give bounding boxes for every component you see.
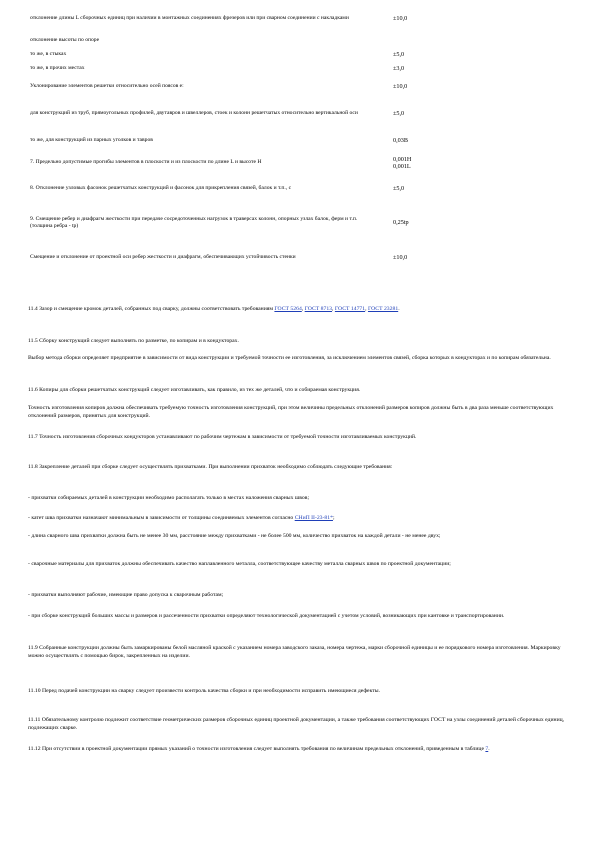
separator: , bbox=[301, 306, 305, 312]
table-row bbox=[28, 48, 568, 62]
bullet-item bbox=[28, 515, 568, 523]
table-cell-label: то же, в прочих местах bbox=[30, 65, 85, 72]
table-row bbox=[28, 62, 568, 76]
table-7-link[interactable]: 7 bbox=[485, 746, 489, 752]
table-row bbox=[28, 242, 568, 274]
gost-23281-link[interactable]: ГОСТ 23281 bbox=[367, 306, 399, 312]
paragraph-11-6b: Точность изготовления копиров должна обеспечивать требуемую точность изготовления конструкций, при этом величины предельных отклонений размеров копиров должны быть в два раза меньше соответствующих отклонений размеров, принятых для конструкций. bbox=[28, 405, 554, 419]
table-cell-label: отклонение длины L сборочных единиц при наличии в монтажных соединениях фрезеров или при сварном соединении с накладками bbox=[30, 15, 349, 22]
table-row bbox=[28, 76, 568, 98]
bullet-item: - длина сварного шва прихватки должна быть не менее 30 мм, расстояние между прихватками - не более 500 мм, количество прихваток на каждой детали - не менее двух; bbox=[28, 533, 441, 539]
table-cell-label: то же, для конструкций из парных уголков и тавров bbox=[30, 137, 153, 144]
paragraph-11-6: 11.6 Копиры для сборки решетчатых конструкций следует изготавливать, как правило, из тех же деталей, что и собираемая конструкция. bbox=[28, 387, 361, 393]
table-cell-label: Смещение и отклонение от проектной оси ребер жесткости и диафрагм, обеспечивающих устойчивость стенки bbox=[30, 254, 296, 261]
table-cell-label: 9. Смещение ребер и диафрагм жесткости при передаче сосредоточенных нагрузок в траверсах колонн, опорных узлах балок, ферм и т.п. (толщина ребра - tр) bbox=[30, 215, 358, 229]
paragraph-11-9: 11.9 Собранные конструкции должны быть замаркированы белой масляной краской с указанием номера заводского заказа, номера чертежа, марки сборочной единицы и ее порядкового номера изготовления. Маркировку можно осуществлять с помощью бирок, закрепленных на изделии. bbox=[28, 645, 561, 659]
snip-link[interactable]: СНиП II-23-81* bbox=[294, 515, 333, 521]
paragraph-end: . bbox=[488, 746, 490, 752]
paragraph-11-5b: Выбор метода сборки определяет предприятие в зависимости от вида конструкции и требуемой точности ее изготовления, за исключением элементов связей, сборка которых в кондукторах и по копирам обязательна. bbox=[28, 355, 551, 361]
separator: , bbox=[365, 306, 368, 312]
bullet-item: - прихватки выполняют рабочие, имеющие право допуска к сварочным работам; bbox=[28, 592, 224, 598]
bullet-text: - катет шва прихватки назначают минимальным в зависимости от толщины соединяемых элементов согласно bbox=[28, 515, 295, 521]
table-row bbox=[28, 130, 568, 152]
table-cell-value: ±5,0 bbox=[393, 110, 405, 118]
gost-8713-link[interactable]: ГОСТ 8713 bbox=[304, 306, 333, 312]
table-cell-value: ±5,0 bbox=[393, 51, 405, 59]
paragraph-11-12 bbox=[28, 746, 568, 754]
table-row bbox=[28, 204, 568, 242]
paragraph-text: 11.4 Зазор и смещение кромок деталей, собранных под сварку, должны соответствовать требованиям bbox=[28, 306, 275, 312]
table-cell-value: ±10,0 bbox=[393, 254, 408, 262]
table-cell-label: Уклонирование элементов решетки относительно осей поясов е: bbox=[30, 83, 184, 90]
table-row bbox=[28, 4, 568, 34]
paragraph-11-10: 11.10 Перед подачей конструкции на сварку следует произвести контроль качества сборки и при необходимости исправить имеющиеся дефекты. bbox=[28, 688, 380, 694]
table-cell-value: ±10,0 bbox=[393, 15, 408, 23]
table-cell-value: ±3,0 bbox=[393, 65, 405, 73]
paragraph-11-11: 11.11 Обязательному контролю подлежит соответствие геометрических размеров сборочных единиц проектной документации, а также требования соответствующих ГОСТ на узлы соединений деталей сборочных единиц, подлежащих сварке. bbox=[28, 717, 565, 731]
gost-5264-link[interactable]: ГОСТ 5264 bbox=[274, 306, 302, 312]
paragraph-11-7: 11.7 Точность изготовления сборочных кондукторов устанавливают по рабочим чертежам в зависимости от требуемой точности изготавливаемых конструкций. bbox=[28, 434, 417, 440]
paragraph-11-4 bbox=[28, 306, 568, 314]
paragraph-text: 11.12 При отсутствии в проектной документации прямых указаний о точности изготовления следует выполнять требования по величинам предельных отклонений, приведенным в таблице bbox=[28, 746, 486, 752]
table-cell-label: 7. Предельно допустимые прогибы элементов в плоскости и из плоскости по длине L и высоте H bbox=[30, 159, 262, 166]
table-cell-value: ±10,0 bbox=[393, 83, 408, 91]
table-cell-label: 8. Отклонение узловых фасонок решетчатых конструкций и фасонок для прикрепления связей, балок и т.п., c bbox=[30, 185, 292, 192]
tolerances-table bbox=[28, 4, 568, 274]
paragraph-11-5: 11.5 Сборку конструкций следует выполнять по разметке, по копирам и в кондукторах. bbox=[28, 338, 239, 344]
table-row bbox=[28, 174, 568, 204]
separator: , bbox=[332, 306, 335, 312]
table-cell-value bbox=[373, 40, 568, 42]
table-cell-value: 0,03B bbox=[393, 137, 408, 145]
table-cell-label: для конструкций из труб, прямоугольных профилей, двутавров и швеллеров, стоек и колонн решетчатых относительно вертикальной оси bbox=[30, 110, 358, 117]
bullet-item: - прихватки собираемых деталей в конструкции необходимо располагать только в местах наложения сварных швов; bbox=[28, 495, 310, 501]
table-row bbox=[28, 98, 568, 130]
paragraph-11-8: 11.8 Закрепление деталей при сборке следует осуществлять прихватками. При выполнении прихваток необходимо соблюдать следующие требования: bbox=[28, 464, 393, 470]
table-cell-label: отклонение высоты по опоре bbox=[30, 37, 100, 44]
gost-14771-link[interactable]: ГОСТ 14771 bbox=[334, 306, 366, 312]
table-cell-label: то же, в стыках bbox=[30, 51, 67, 58]
bullet-item: - сварочные материалы для прихваток должны обеспечивать качество наплавленного металла, соответствующее качеству металла сварных швов по проектной документации; bbox=[28, 561, 451, 567]
paragraph-end: . bbox=[398, 306, 400, 312]
bullet-item: - при сборке конструкций больших массы и размеров и рассеченности прихватки определяют технологической документацией с учетом условий, возникающих при кантовке и транспортировании. bbox=[28, 613, 505, 619]
table-cell-value: 0,25tр bbox=[393, 219, 409, 227]
table-row bbox=[28, 152, 568, 174]
bullet-end: ; bbox=[332, 515, 335, 521]
table-row bbox=[28, 34, 568, 48]
table-cell-value: 0,001H 0,001L bbox=[393, 155, 412, 170]
table-cell-value: ±5,0 bbox=[393, 185, 405, 193]
